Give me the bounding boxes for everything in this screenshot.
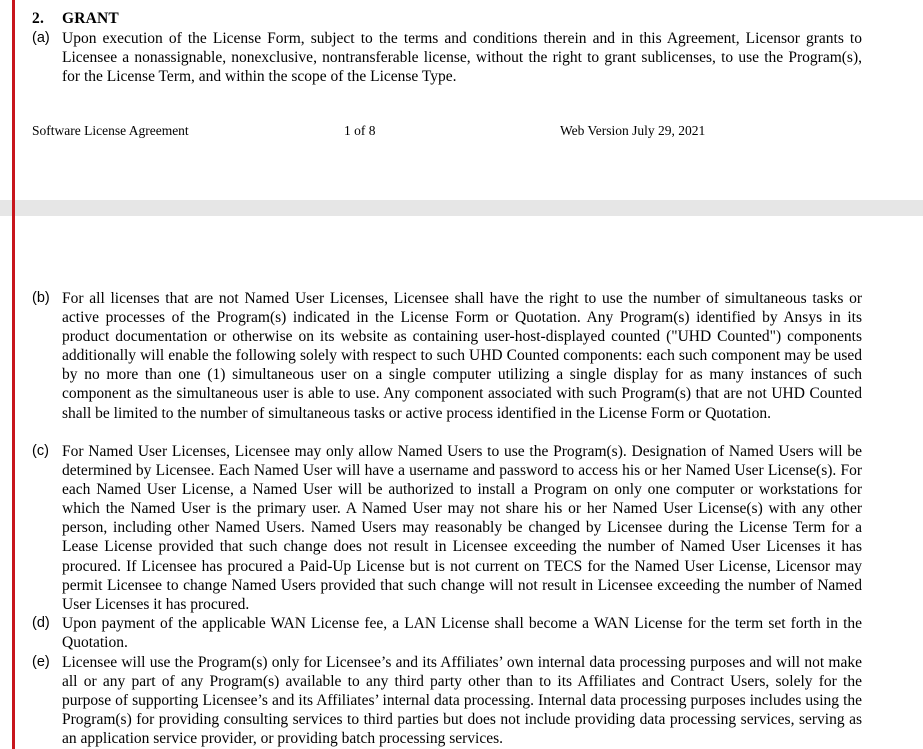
clause-d [32, 614, 862, 652]
clause-d-label: (d) [32, 615, 50, 631]
clause-c [32, 442, 862, 614]
change-bar [12, 0, 15, 749]
section-number: 2. [32, 10, 45, 27]
clause-e-text: Licensee will use the Program(s) only for Licensee’s and its Affiliates’ own internal data processing purposes and will not make all or any part of any Program(s) available to any third party other than to its Affiliates and Contract Users, solely for the purpose of supporting Licensee’s and its Affiliates’ internal data processing. Internal data processing purposes includes using the Program(s) for providing consulting services to third parties but does not include providing data processing services, serving as an application service provider, or providing batch processing services. [62, 654, 862, 748]
clause-a [32, 29, 862, 86]
page-2-top [0, 216, 923, 749]
clause-a-text: Upon execution of the License Form, subject to the terms and conditions therein and in this Agreement, Licensor grants to Licensee a nonassignable, nonexclusive, nontransferable license, without the right to grant sublicenses, to use the Program(s), for the License Term, and within the scope of the License Type. [62, 30, 862, 86]
page-separator [0, 200, 923, 216]
clause-a-label: (a) [32, 30, 50, 46]
clause-b-label: (b) [32, 290, 50, 306]
page-1-bottom [0, 0, 923, 200]
clause-c-text: For Named User Licenses, Licensee may only allow Named Users to use the Program(s). Designation of Named Users will be determined by Licensee. Each Named User will have a username and password to access his or her Named User License(s). For each Named User License, a Named User will be authorized to install a Program on only one computer or workstations for which the Named User is the primary user. A Named User may not share his or her Named User License(s) with any other person, including other Named Users. Named Users may reasonably be changed by Licensee during the License Term for a Lease License provided that such change does not result in Licensee exceeding the number of Named User Licenses it has procured. If Licensee has procured a Paid-Up License but is not current on TECS for the Named User License, Licensor may permit Licensee to change Named Users provided that such change will not result in Licensee exceeding the number of Named User Licenses it has procured. [62, 443, 862, 613]
clause-e [32, 653, 862, 748]
footer-doc-title: Software License Agreement [32, 123, 189, 138]
clause-e-label: (e) [32, 654, 50, 670]
section-title: GRANT [62, 10, 119, 27]
footer-version: Web Version July 29, 2021 [560, 123, 706, 138]
clause-c-label: (c) [32, 443, 49, 459]
clause-b [32, 289, 862, 423]
clause-b-text: For all licenses that are not Named User Licenses, Licensee shall have the right to use the number of simultaneous tasks or active processes of the Program(s) indicated in the License Form or Quotation. Any Program(s) identified by Ansys in its product documentation or otherwise on its website as containing user-host-displayed counted ("UHD Counted") components additionally will enable the following solely with respect to such UHD Counted components: each such component may be used by no more than one (1) simultaneous user on a single computer utilizing a single display for as many instances of such component as the simultaneous user is able to use. Any component associated with such Program(s) that are not UHD Counted shall be limited to the number of simultaneous tasks or active process identified in the License Form or Quotation. [62, 290, 862, 422]
section-heading [32, 9, 119, 28]
clause-d-text: Upon payment of the applicable WAN License fee, a LAN License shall become a WAN License for the term set forth in the Quotation. [62, 615, 862, 652]
footer-page-number: 1 of 8 [344, 123, 376, 138]
